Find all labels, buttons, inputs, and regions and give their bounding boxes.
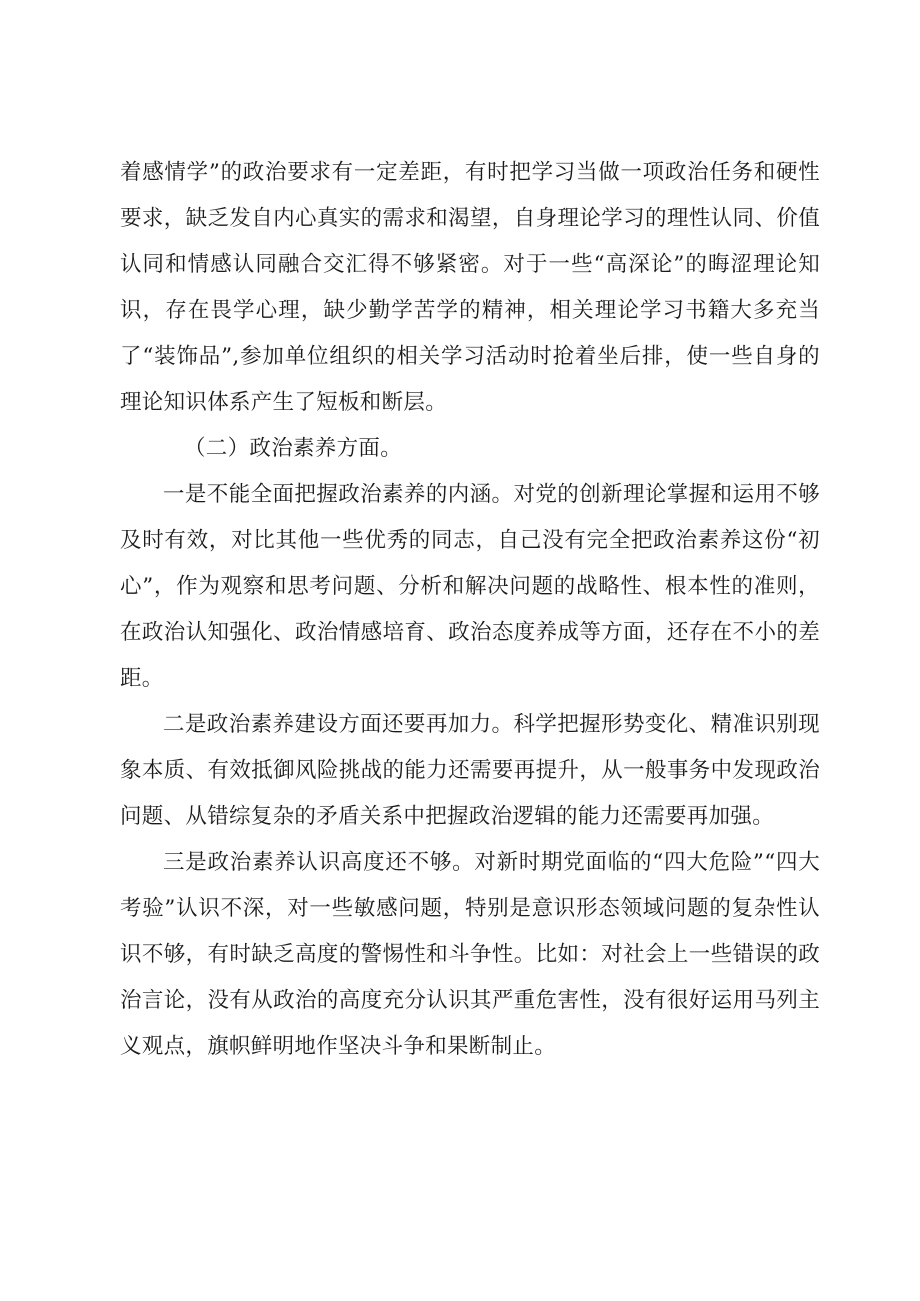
paragraph-point-two: 二是政治素养建设方面还要再加力。科学把握形势变化、精准识别现象本质、有效抵御风险挑战的能力还需要再提升，从一般事务中发现政治问题、从错综复杂的矛盾关系中把握政治逻辑的能力还需要再加强。 xyxy=(120,712,820,829)
paragraph-continuation: 着感情学”的政治要求有一定差距，有时把学习当做一项政治任务和硬性要求，缺乏发自内心真实的需求和渴望，自身理论学习的理性认同、价值认同和情感认同融合交汇得不够紧密。对于一些“高深论”的晦涩理论知识，存在畏学心理，缺少勤学苦学的精神，相关理论学习书籍大多充当了“装饰品”,参加单位组织的相关学习活动时抢着坐后排，使一些自身的理论知识体系产生了短板和断层。 xyxy=(120,160,820,415)
paragraph-point-one: 一是不能全面把握政治素养的内涵。对党的创新理论掌握和运用不够及时有效，对比其他一些优秀的同志，自己没有完全把政治素养这份“初心”，作为观察和思考问题、分析和解决问题的战略性、根本性的准则，在政治认知强化、政治情感培育、政治态度养成等方面，还存在不小的差距。 xyxy=(120,482,820,691)
section-heading-political-literacy: （二）政治素养方面。 xyxy=(184,436,403,461)
document-page xyxy=(120,150,820,1070)
paragraph-point-three: 三是政治素养认识高度还不够。对新时期党面临的“四大危险”“四大考验”认识不深，对一些敏感问题，特别是意识形态领域问题的复杂性认识不够，有时缺乏高度的警惕性和斗争性。比如：对社会上一些错误的政治言论，没有从政治的高度充分认识其严重危害性，没有很好运用马列主义观点，旗帜鲜明地作坚决斗争和果断制止。 xyxy=(120,850,820,1059)
